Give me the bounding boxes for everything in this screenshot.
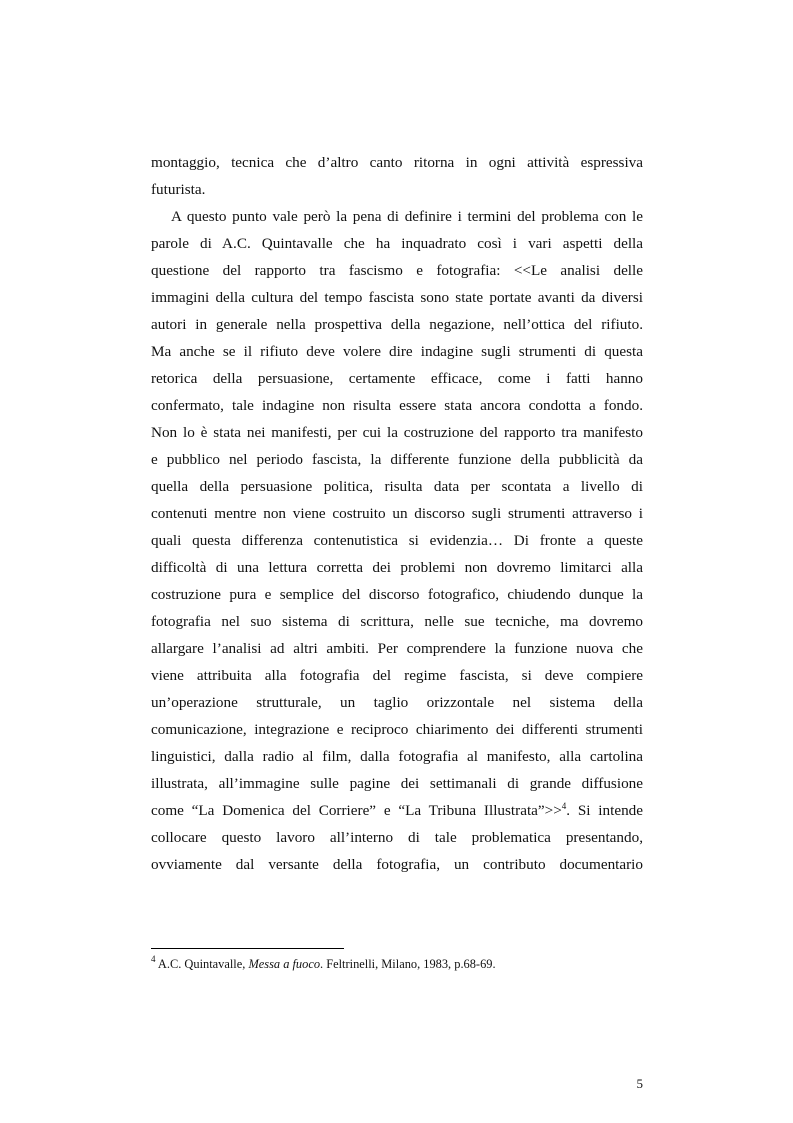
- text-line: Ma anche se il rifiuto deve volere dire indagine sugli strumenti di questa: [151, 343, 643, 360]
- text-line: difficoltà di una lettura corretta dei problemi non dovremo limitarci alla: [151, 559, 643, 576]
- text-line: retorica della persuasione, certamente efficace, come i fatti hanno: [151, 370, 643, 387]
- text-line: allargare l’analisi ad altri ambiti. Per comprendere la funzione nuova che: [151, 640, 643, 657]
- text-line: un’operazione strutturale, un taglio orizzontale nel sistema della: [151, 694, 643, 711]
- text-line: e pubblico nel periodo fascista, la differente funzione della pubblicità da: [151, 451, 643, 468]
- footnote-publication: . Feltrinelli, Milano, 1983, p.68-69.: [320, 957, 496, 971]
- text-line: autori in generale nella prospettiva della negazione, nell’ottica del rifiuto.: [151, 316, 643, 333]
- text-line: questione del rapporto tra fascismo e fotografia: <<Le analisi delle: [151, 262, 643, 279]
- text-line: Non lo è stata nei manifesti, per cui la costruzione del rapporto tra manifesto: [151, 424, 643, 441]
- text-line: quella della persuasione politica, risulta data per scontata a livello di: [151, 478, 643, 495]
- paragraph-first-line: A questo punto vale però la pena di definire i termini del problema con le: [171, 208, 643, 225]
- text-line: montaggio, tecnica che d’altro canto ritorna in ogni attività espressiva: [151, 154, 643, 171]
- text-line: collocare questo lavoro all’interno di tale problematica presentando,: [151, 829, 643, 846]
- text-line: linguistici, dalla radio al film, dalla fotografia al manifesto, alla cartolina: [151, 748, 643, 765]
- line-text-before-ref: come “La Domenica del Corriere” e “La Tribuna Illustrata”>>: [151, 802, 562, 819]
- text-line: confermato, tale indagine non risulta essere stata ancora condotta a fondo.: [151, 397, 643, 414]
- text-line: contenuti mentre non viene costruito un discorso sugli strumenti attraverso i: [151, 505, 643, 522]
- text-line: quali questa differenza contenutistica si evidenzia… Di fronte a queste: [151, 532, 643, 549]
- footnote: [151, 956, 496, 972]
- footnote-reference[interactable]: 4: [561, 801, 567, 811]
- text-line: fotografia nel suo sistema di scrittura, nelle sue tecniche, ma dovremo: [151, 613, 643, 630]
- footnote-title: Messa a fuoco: [248, 957, 321, 971]
- footnote-number: 4: [151, 954, 156, 964]
- text-line: illustrata, all’immagine sulle pagine dei settimanali di grande diffusione: [151, 775, 643, 792]
- text-line: parole di A.C. Quintavalle che ha inquadrato così i vari aspetti della: [151, 235, 643, 252]
- text-line: futurista.: [151, 181, 206, 198]
- footnote-author: A.C. Quintavalle,: [157, 957, 249, 971]
- text-line: costruzione pura e semplice del discorso fotografico, chiudendo dunque la: [151, 586, 643, 603]
- footnote-divider: [151, 948, 344, 949]
- line-text-after-ref: . Si intende: [566, 802, 643, 819]
- text-line: comunicazione, integrazione e reciproco chiarimento dei differenti strumenti: [151, 721, 643, 738]
- text-line: immagini della cultura del tempo fascista sono state portate avanti da diversi: [151, 289, 643, 306]
- text-line: ovviamente dal versante della fotografia, un contributo documentario: [151, 856, 643, 873]
- text-line-with-footnote-ref: [151, 802, 643, 820]
- page-number: 5: [636, 1076, 643, 1091]
- text-line: viene attribuita alla fotografia del regime fascista, si deve compiere: [151, 667, 643, 684]
